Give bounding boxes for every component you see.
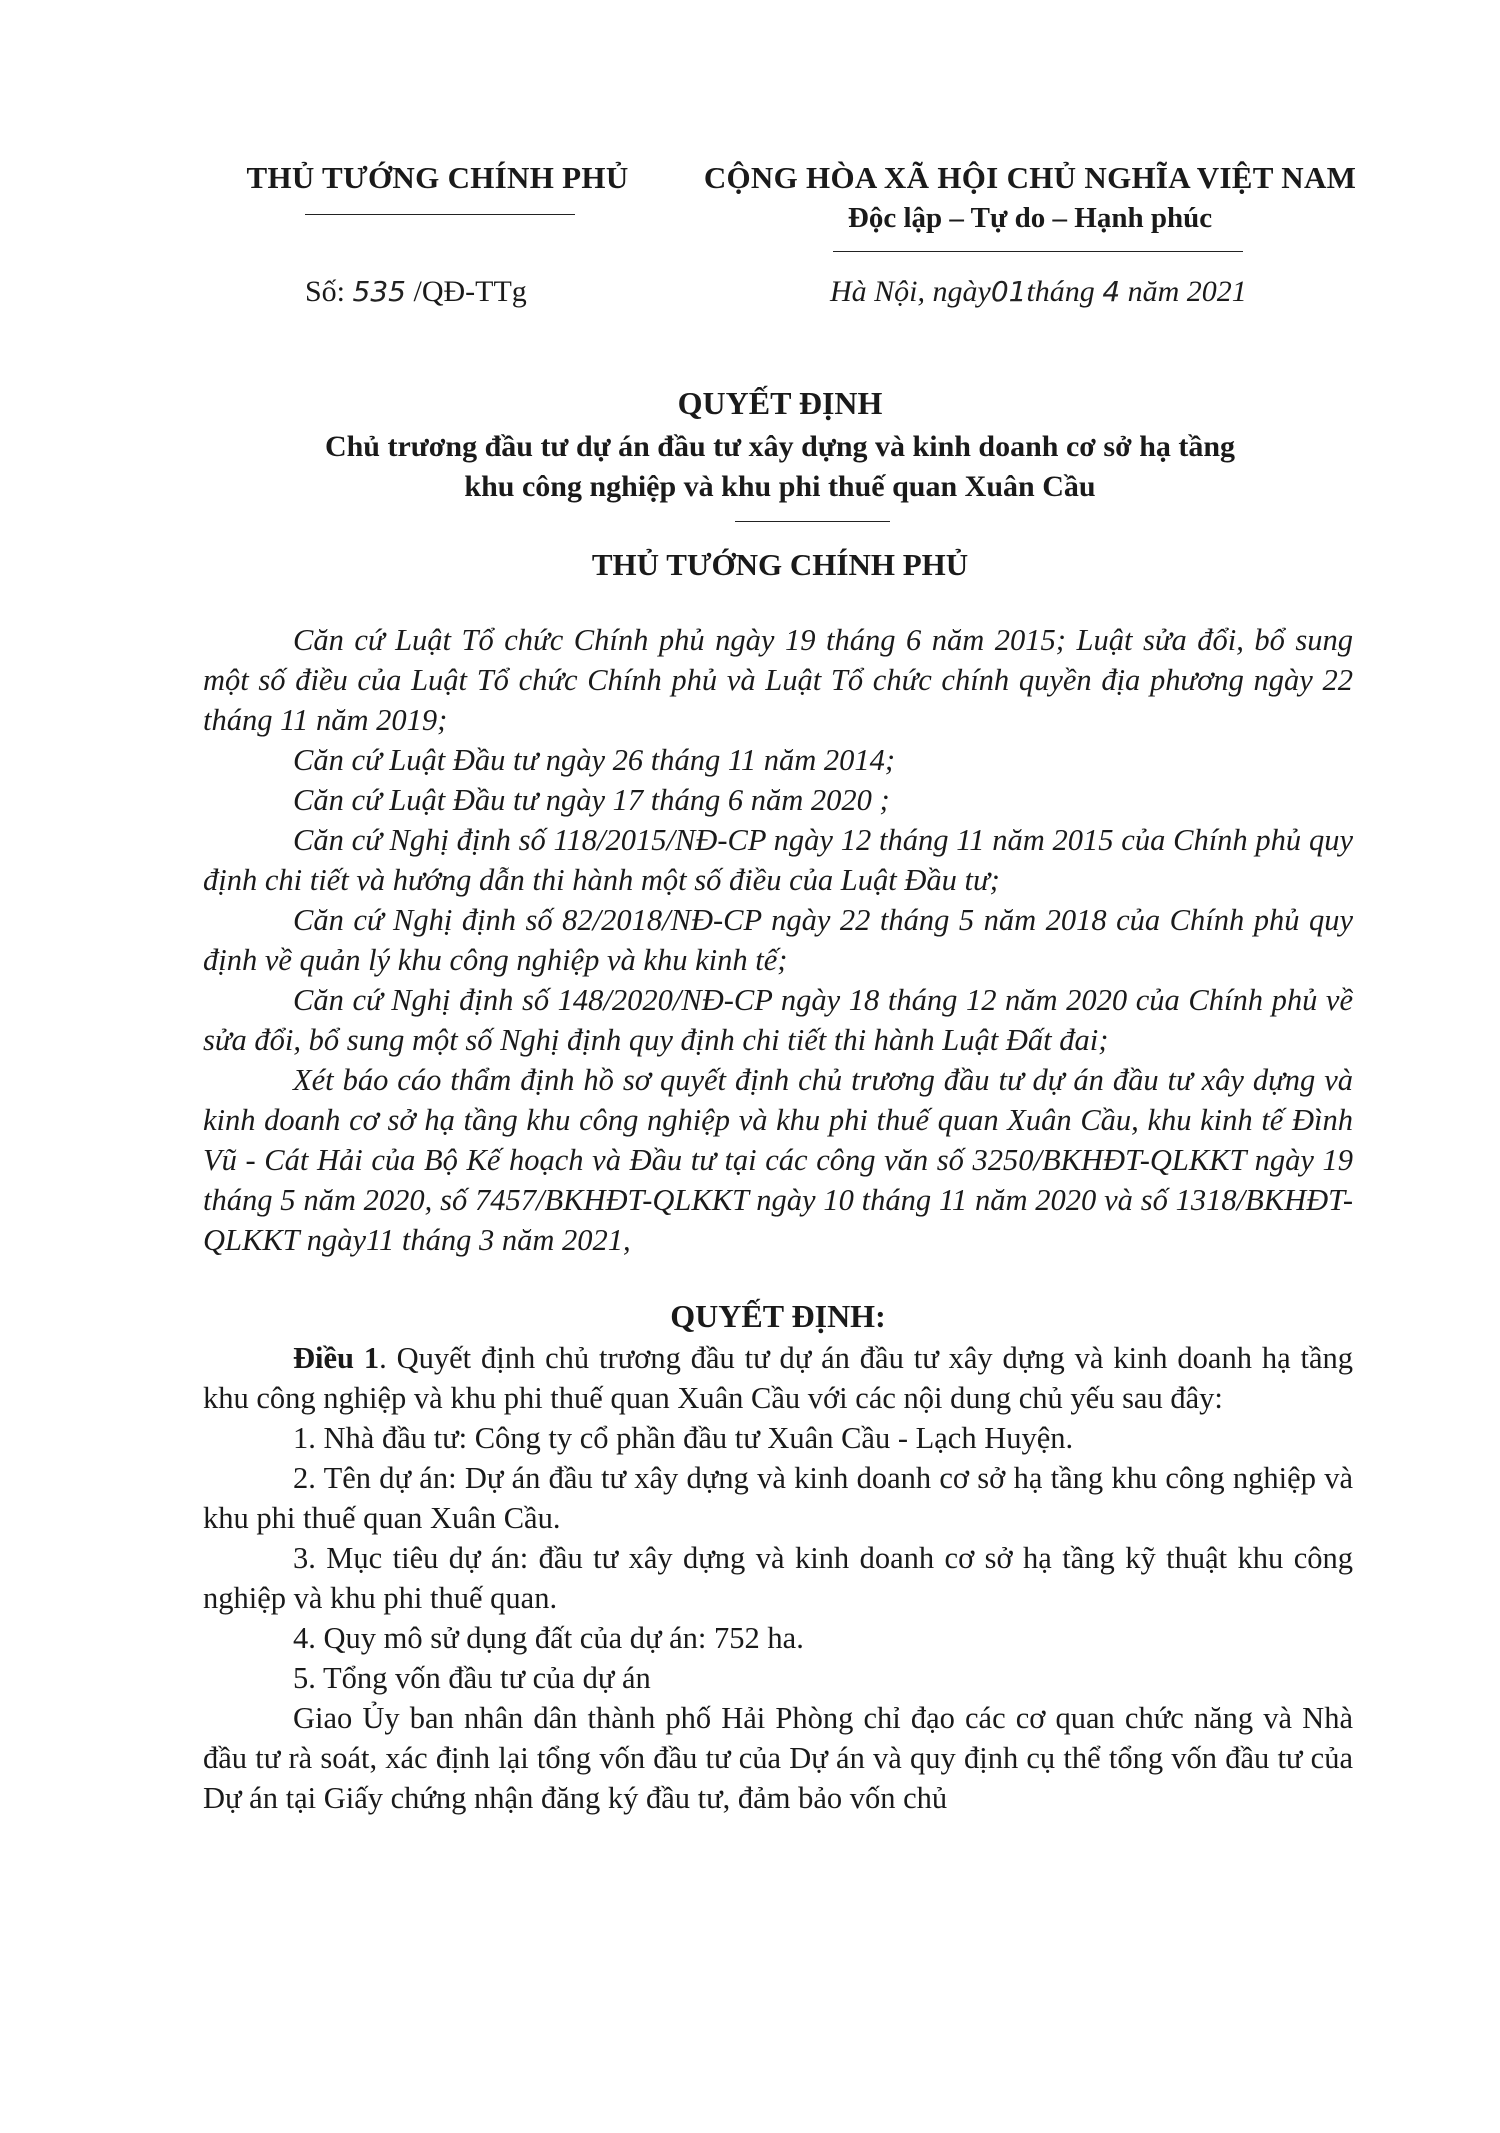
decision-heading: QUYẾT ĐỊNH: xyxy=(670,1298,886,1334)
preamble-paragraph: Căn cứ Nghị định số 82/2018/NĐ-CP ngày 22 tháng 5 năm 2018 của Chính phủ quy định về quản lý khu công nghiệp và khu kinh tế; xyxy=(203,903,1353,977)
article-item: Giao Ủy ban nhân dân thành phố Hải Phòng chỉ đạo các cơ quan chức năng và Nhà đầu tư rà soát, xác định lại tổng vốn đầu tư của Dự án và quy định cụ thể tổng vốn đầu tư của Dự án tại Giấy chứng nhận đăng ký đầu tư, đảm bảo vốn chủ xyxy=(203,1701,1353,1815)
date-prefix: Hà Nội, ngày xyxy=(830,275,991,308)
article-1-label: Điều 1 xyxy=(293,1341,380,1375)
motto: Độc lập – Tự do – Hạnh phúc xyxy=(847,202,1213,234)
date-day: 01 xyxy=(990,275,1027,308)
issuer-heading: THỦ TƯỚNG CHÍNH PHỦ xyxy=(591,547,969,582)
article-item: 5. Tổng vốn đầu tư của dự án xyxy=(293,1661,651,1695)
agency-underline xyxy=(305,214,575,215)
date-year: năm 2021 xyxy=(1127,275,1247,308)
article-item: 1. Nhà đầu tư: Công ty cổ phần đầu tư Xuân Cầu - Lạch Huyện. xyxy=(293,1421,1074,1455)
preamble-paragraph: Căn cứ Luật Tổ chức Chính phủ ngày 19 tháng 6 năm 2015; Luật sửa đổi, bổ sung một số điều của Luật Tổ chức Chính phủ và Luật Tổ chức chính quyền địa phương ngày 22 tháng 11 năm 2019; xyxy=(203,623,1353,737)
preamble-paragraph: Căn cứ Nghị định số 148/2020/NĐ-CP ngày 18 tháng 12 năm 2020 của Chính phủ về sửa đổi, bổ sung một số Nghị định quy định chi tiết thi hành Luật Đất đai; xyxy=(203,983,1353,1057)
article-item: 2. Tên dự án: Dự án đầu tư xây dựng và kinh doanh cơ sở hạ tầng khu công nghiệp và khu phi thuế quan Xuân Cầu. xyxy=(203,1461,1353,1535)
article-item: 4. Quy mô sử dụng đất của dự án: 752 ha. xyxy=(293,1621,804,1655)
preamble-paragraph: Căn cứ Luật Đầu tư ngày 17 tháng 6 năm 2020 ; xyxy=(293,783,890,817)
article-item: 3. Mục tiêu dự án: đầu tư xây dựng và kinh doanh cơ sở hạ tầng kỹ thuật khu công nghiệp và khu phi thuế quan. xyxy=(203,1541,1353,1615)
date-month: 4 xyxy=(1102,275,1121,308)
preamble-paragraph: Xét báo cáo thẩm định hồ sơ quyết định chủ trương đầu tư dự án đầu tư xây dựng và kinh doanh cơ sở hạ tầng khu công nghiệp và khu phi thuế quan Xuân Cầu, khu kinh tế Đình Vũ - Cát Hải của Bộ Kế hoạch và Đầu tư tại các công văn số 3250/BKHĐT-QLKKT ngày 19 tháng 5 năm 2020, số 7457/BKHĐT-QLKKT ngày 10 tháng 11 năm 2020 và số 1318/BKHĐT-QLKKT ngày11 tháng 3 năm 2021, xyxy=(203,1063,1353,1257)
decision-title: QUYẾT ĐỊNH xyxy=(677,385,883,421)
number-prefix: Số: xyxy=(305,275,346,308)
header-left xyxy=(215,160,660,196)
nation-name: CỘNG HÒA XÃ HỘI CHỦ NGHĨA VIỆT NAM xyxy=(703,160,1357,195)
decision-subtitle-line2: khu công nghiệp và khu phi thuế quan Xuân Cầu xyxy=(464,470,1096,503)
document-date xyxy=(830,275,1247,309)
date-month-word: tháng xyxy=(1026,275,1095,308)
header-right xyxy=(670,160,1390,235)
decision-subtitle-line1: Chủ trương đầu tư dự án đầu tư xây dựng và kinh doanh cơ sở hạ tầng xyxy=(324,430,1236,463)
article-1 xyxy=(203,1338,1353,1418)
document-body xyxy=(203,620,1353,1818)
document-number xyxy=(305,275,527,309)
number-handwritten: 535 xyxy=(352,275,406,308)
preamble-paragraph: Căn cứ Nghị định số 118/2015/NĐ-CP ngày 12 tháng 11 năm 2015 của Chính phủ quy định chi tiết và hướng dẫn thi hành một số điều của Luật Đầu tư; xyxy=(203,823,1353,897)
number-suffix: /QĐ-TTg xyxy=(413,275,527,308)
agency-name: THỦ TƯỚNG CHÍNH PHỦ xyxy=(246,160,629,195)
article-1-text: . Quyết định chủ trương đầu tư dự án đầu tư xây dựng và kinh doanh hạ tầng khu công nghiệp và khu phi thuế quan Xuân Cầu với các nội dung chủ yếu sau đây: xyxy=(203,1341,1354,1415)
preamble-paragraph: Căn cứ Luật Đầu tư ngày 26 tháng 11 năm 2014; xyxy=(293,743,896,777)
motto-underline xyxy=(833,251,1243,252)
title-underline xyxy=(735,521,890,522)
